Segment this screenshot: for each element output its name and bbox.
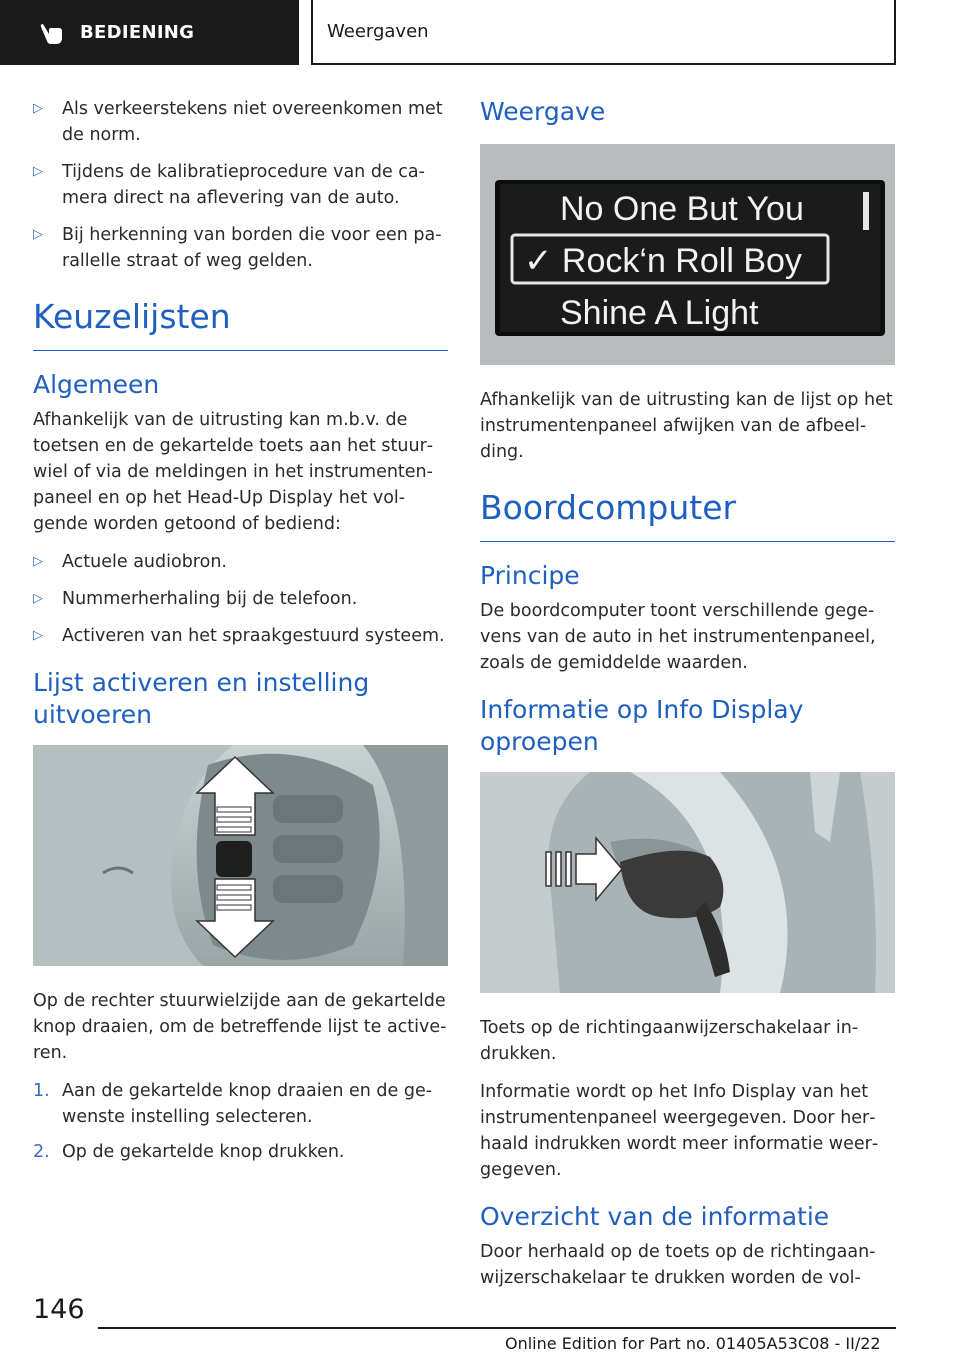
triangle-bullet-icon: ▷ — [33, 227, 43, 242]
list-item: ▷ Actuele audiobron. — [33, 549, 448, 575]
triangle-bullet-icon: ▷ — [33, 554, 43, 569]
triangle-bullet-icon: ▷ — [33, 164, 43, 179]
section-title: BEDIENING — [80, 22, 195, 43]
page-number: 146 — [33, 1294, 85, 1325]
display-item-1: No One But You — [560, 190, 804, 228]
list-item: 2. Op de gekartelde knop drukken. — [33, 1142, 345, 1162]
steering-wheel-illustration — [33, 745, 448, 966]
turn-signal-lever-illustration — [480, 772, 895, 993]
paragraph-overview: Door herhaald op de toets op de richtingaanwijzerschakelaar te drukken worden de vol- — [480, 1242, 876, 1288]
heading-overview: Overzicht van de informatie — [480, 1202, 830, 1231]
list-item: ▷ Activeren van het spraakgestuurd systeem. — [33, 623, 448, 649]
heading-principe: Principe — [480, 561, 580, 590]
paragraph-principle: De boordcomputer toont verschillende gegevens van de auto in het instrumentenpaneel, zoals de gemiddelde waarden. — [480, 601, 876, 673]
list-item: ▷ Bij herkenning van borden die voor een parallelle straat of weg gelden. — [33, 222, 448, 274]
display-item-2-selected: ✓ Rock‘n Roll Boy — [524, 242, 802, 280]
paragraph-info-2: Informatie wordt op het Info Display van het instrumentenpaneel weergegeven. Door herhaald indrukken wordt meer informatie weergegeven. — [480, 1082, 879, 1180]
paragraph-activate: Op de rechter stuurwielzijde aan de gekartelde knop draaien, om de betreffende lijst te activeren. — [33, 991, 447, 1063]
left-column — [33, 96, 448, 1174]
heading-algemeen: Algemeen — [33, 370, 160, 399]
heading-boordcomputer: Boordcomputer — [480, 487, 895, 542]
heading-keuzelijsten: Keuzelijsten — [33, 296, 448, 351]
paragraph-info-1: Toets op de richtingaanwijzerschakelaar indrukken. — [480, 1018, 859, 1064]
topic-title: Weergaven — [327, 21, 429, 42]
footer-divider — [98, 1327, 896, 1329]
heading-info-display: Informatie op Info Display oproepen — [480, 695, 804, 756]
list-item: 1. Aan de gekartelde knop draaien en de gewenste instelling selecteren. — [33, 1081, 433, 1127]
paragraph-general: Afhankelijk van de uitrusting kan m.b.v. de toetsen en de gekartelde toets aan het stuurwiel of via de meldingen in het instrumentenpaneel en op het Head-Up Display het volgende worden getoond of bediend: — [33, 410, 434, 534]
section-header — [0, 0, 299, 65]
paragraph-display: Afhankelijk van de uitrusting kan de lijst op het instrumentenpaneel afwijken van de afbeelding. — [480, 390, 893, 462]
list-item: ▷ Nummerherhaling bij de telefoon. — [33, 586, 448, 612]
heading-weergave: Weergave — [480, 97, 606, 126]
display-item-3: Shine A Light — [560, 294, 759, 332]
triangle-bullet-icon: ▷ — [33, 628, 43, 643]
list-item: ▷ Als verkeerstekens niet overeenkomen met de norm. — [33, 96, 448, 148]
triangle-bullet-icon: ▷ — [33, 101, 43, 116]
heading-activate-list: Lijst activeren en instelling uitvoeren — [33, 668, 370, 729]
topic-tab — [311, 0, 896, 65]
right-column — [480, 96, 895, 1303]
pointing-hand-icon — [40, 20, 64, 46]
display-list-illustration — [480, 144, 895, 365]
list-item: ▷ Tijdens de kalibratieprocedure van de camera direct na aflevering van de auto. — [33, 159, 448, 211]
edition-text: Online Edition for Part no. 01405A53C08 - II/22 — [505, 1334, 881, 1353]
triangle-bullet-icon: ▷ — [33, 591, 43, 606]
